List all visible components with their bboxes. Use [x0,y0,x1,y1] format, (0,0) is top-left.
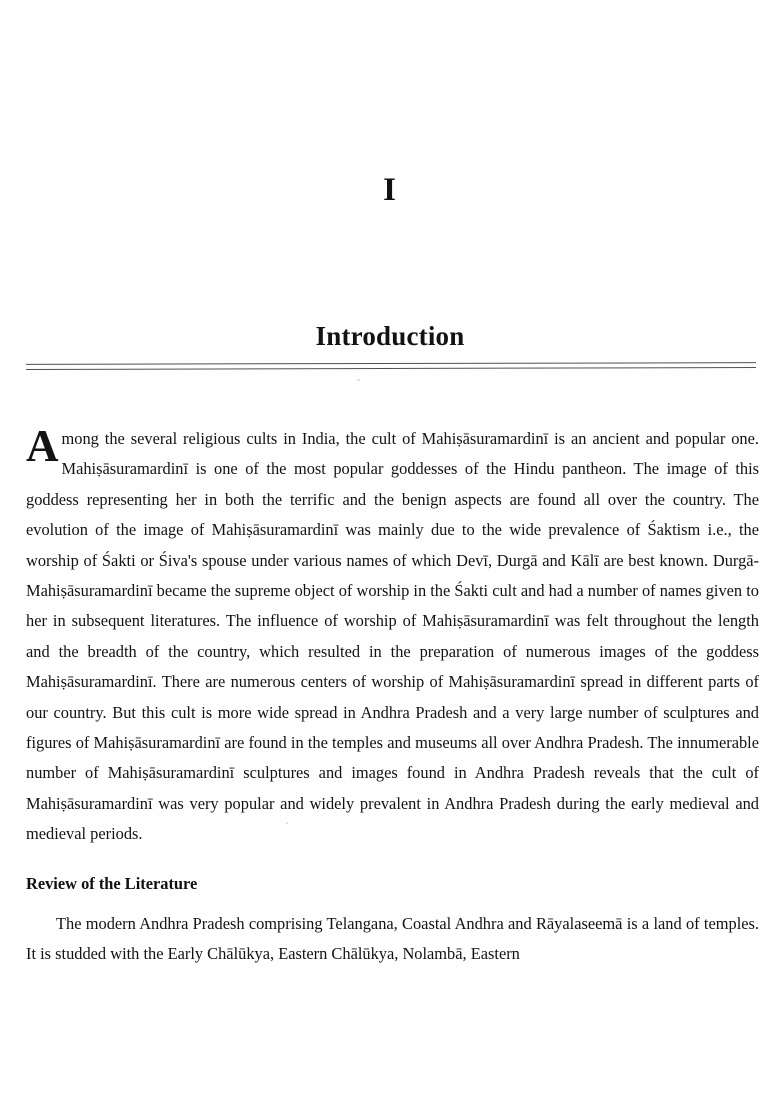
section-heading-review-of-the-literature: Review of the Literature [26,873,198,893]
page-title: Introduction [315,321,465,352]
body-content [26,421,759,970]
chapter-number: I [383,172,397,208]
title-divider [26,363,756,373]
lead-paragraph: Among the several religious cults in India, the cult of Mahiṣāsuramardinī is an ancient and popular one. Mahiṣāsuramardinī is one of the most popular goddesses of the Hindu pantheon. The image of this goddess representing her in both the terrific and the benign aspects are found all over the country. The evolution of the image of Mahiṣāsuramardinī was mainly due to the wide prevalence of Śaktism i.e., the worship of Śakti or Śiva's spouse under various names of which Devī, Durgā and Kālī are best known. Durgā-Mahiṣāsuramardinī became the supreme object of worship in the Śakti cult and had a number of names given to her in subsequent literatures. The influence of worship of Mahiṣāsuramardinī was felt throughout the length and the breadth of the country, which resulted in the preparation of numerous images of the goddess Mahiṣāsuramardinī. There are numerous centers of worship of Mahiṣāsuramardinī spread in different parts of our country. But this cult is more wide spread in Andhra Pradesh and a very large number of sculptures and figures of Mahiṣāsuramardinī are found in the temples and museums all over Andhra Pradesh. The innumerable number of Mahiṣāsuramardinī sculptures and images found in Andhra Pradesh reveals that the cult of Mahiṣāsuramardinī was very popular and widely prevalent in Andhra Pradesh during the early medieval and medieval periods. [26,421,759,844]
divider-line-top [26,362,756,365]
section-paragraph: The modern Andhra Pradesh comprising Telangana, Coastal Andhra and Rāyalaseemā is a land of temples. It is studded with the Early Chālūkya, Eastern Chālūkya, Nolambā, Eastern [26,913,759,964]
divider-line-bottom [26,367,756,370]
scan-speck [286,822,288,824]
scan-speck [357,379,360,381]
